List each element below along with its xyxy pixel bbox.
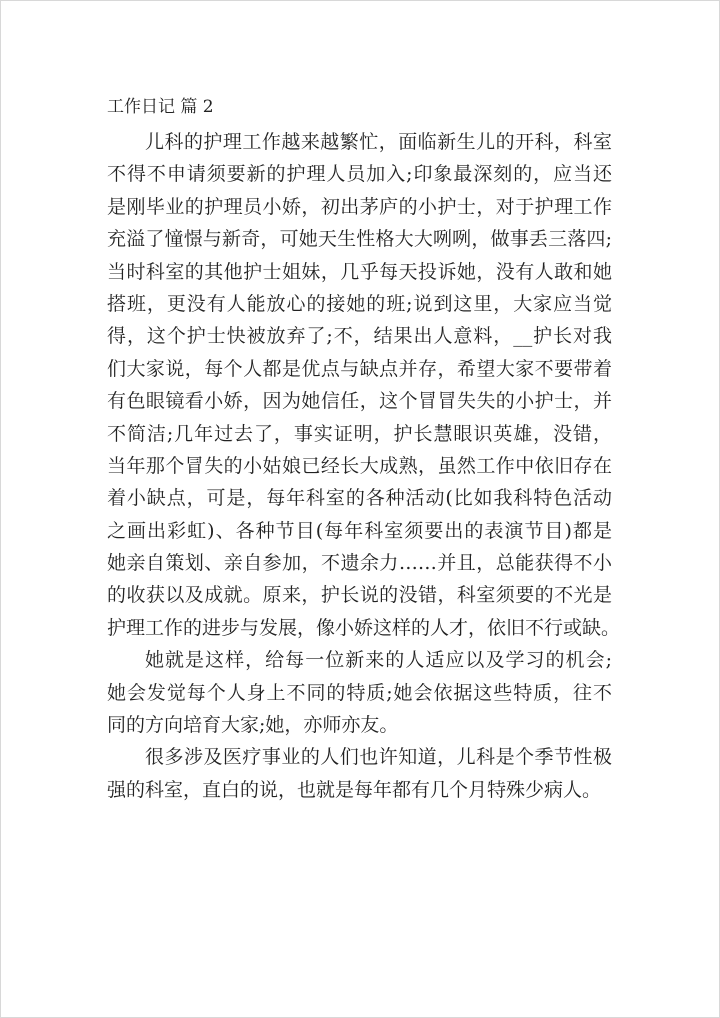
text-line: 不简洁;几年过去了，事实证明，护长慧眼识英雄，没错， xyxy=(107,422,612,445)
text-line: 不得不申请须要新的护理人员加入;印象最深刻的，应当还 xyxy=(107,163,612,186)
text-line: 同的方向培育大家;她，亦师亦友。 xyxy=(107,714,399,737)
text-line: 搭班，更没有人能放心的接她的班;说到这里，大家应当觉 xyxy=(107,292,612,315)
text-line: 们大家说，每个人都是优点与缺点并存，希望大家不要带着 xyxy=(107,357,612,380)
text-line: 当时科室的其他护士姐妹，几乎每天投诉她，没有人敢和她 xyxy=(107,260,612,283)
text-line: 的收获以及成就。原来，护长说的没错，科室须要的不光是 xyxy=(107,584,612,607)
text-line: 充溢了憧憬与新奇，可她天生性格大大咧咧，做事丢三落四; xyxy=(107,228,612,251)
text-line: 有色眼镜看小娇，因为她信任，这个冒冒失失的小护士，并 xyxy=(107,390,612,413)
text-line: 护理工作的进步与发展，像小娇这样的人才，依旧不行或缺。 xyxy=(107,616,621,639)
document-body xyxy=(107,94,621,806)
text-line: 很多涉及医疗事业的人们也许知道，儿科是个季节性极 xyxy=(145,746,612,769)
paragraph-2 xyxy=(107,644,612,741)
text-line: 强的科室，直白的说，也就是每年都有几个月特殊少病人。 xyxy=(107,778,602,801)
paragraph-3 xyxy=(107,741,612,806)
paragraph-1 xyxy=(107,126,621,644)
text-line: 她亲自策划、亲自参加，不遗余力……并且，总能获得不小 xyxy=(107,552,612,575)
text-line: 当年那个冒失的小姑娘已经长大成熟，虽然工作中依旧存在 xyxy=(107,454,612,477)
document-heading: 工作日记 篇 2 xyxy=(107,97,214,117)
text-line: 之画出彩虹)、各种节目(每年科室须要出的表演节目)都是 xyxy=(107,519,612,542)
text-line: 得，这个护士快被放弃了;不，结果出人意料，__护长对我 xyxy=(107,325,612,348)
text-line: 是刚毕业的护理员小娇，初出茅庐的小护士，对于护理工作 xyxy=(107,195,612,218)
text-line: 她会发觉每个人身上不同的特质;她会依据这些特质，往不 xyxy=(107,681,612,704)
text-line: 儿科的护理工作越来越繁忙，面临新生儿的开科，科室 xyxy=(145,131,612,153)
text-line: 着小缺点，可是，每年科室的各种活动(比如我科特色活动 xyxy=(107,487,612,510)
text-line: 她就是这样，给每一位新来的人适应以及学习的机会; xyxy=(145,649,612,672)
